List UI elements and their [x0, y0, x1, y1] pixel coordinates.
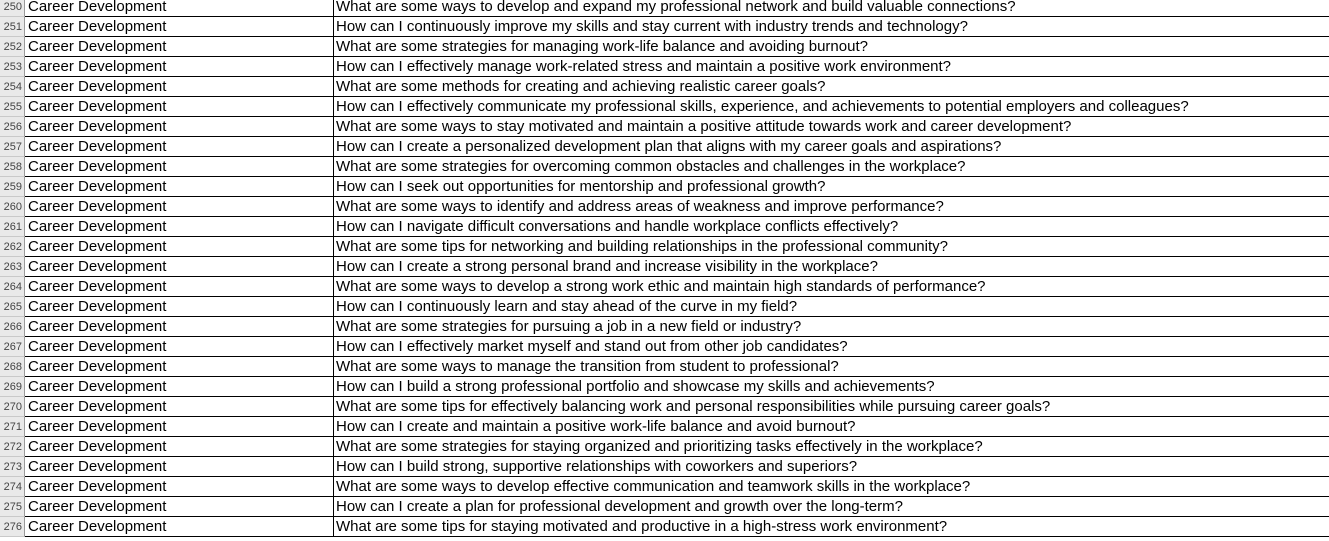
question-cell[interactable]: What are some tips for effectively balancing work and personal responsibilities while pursuing career goals?	[336, 398, 1051, 415]
question-cell[interactable]: How can I create and maintain a positive work-life balance and avoid burnout?	[336, 418, 856, 435]
table-row	[0, 337, 1329, 357]
question-cell[interactable]: What are some ways to develop and expand my professional network and build valuable connections?	[336, 0, 1016, 15]
row-header[interactable]: 250	[0, 0, 25, 17]
category-cell[interactable]: Career Development	[25, 337, 334, 356]
question-cell[interactable]: What are some strategies for pursuing a job in a new field or industry?	[336, 318, 802, 335]
question-cell[interactable]: What are some ways to identify and address areas of weakness and improve performance?	[336, 198, 944, 215]
table-row	[0, 157, 1329, 177]
row-header[interactable]: 257	[0, 137, 25, 157]
category-cell[interactable]: Career Development	[25, 177, 334, 196]
table-row	[0, 117, 1329, 137]
question-cell[interactable]: What are some strategies for overcoming common obstacles and challenges in the workplace?	[336, 158, 966, 175]
row-header[interactable]: 265	[0, 297, 25, 317]
row-header[interactable]: 252	[0, 37, 25, 57]
category-cell[interactable]: Career Development	[25, 137, 334, 156]
table-row	[0, 517, 1329, 537]
category-cell[interactable]: Career Development	[25, 157, 334, 176]
row-header[interactable]: 274	[0, 477, 25, 497]
category-cell[interactable]: Career Development	[25, 277, 334, 296]
row-header[interactable]: 275	[0, 497, 25, 517]
question-cell[interactable]: How can I effectively communicate my professional skills, experience, and achievements to potential employers and colleagues?	[336, 98, 1189, 115]
question-cell[interactable]: What are some ways to develop a strong work ethic and maintain high standards of performance?	[336, 278, 986, 295]
row-header[interactable]: 253	[0, 57, 25, 77]
row-header[interactable]: 264	[0, 277, 25, 297]
category-cell[interactable]: Career Development	[25, 17, 334, 36]
category-cell[interactable]: Career Development	[25, 97, 334, 116]
category-cell[interactable]: Career Development	[25, 417, 334, 436]
question-cell[interactable]: How can I navigate difficult conversations and handle workplace conflicts effectively?	[336, 218, 899, 235]
table-row	[0, 357, 1329, 377]
row-header[interactable]: 267	[0, 337, 25, 357]
row-header[interactable]: 261	[0, 217, 25, 237]
category-cell[interactable]: Career Development	[25, 397, 334, 416]
table-row	[0, 317, 1329, 337]
category-cell[interactable]: Career Development	[25, 77, 334, 96]
row-header[interactable]: 271	[0, 417, 25, 437]
category-cell[interactable]: Career Development	[25, 257, 334, 276]
category-cell[interactable]: Career Development	[25, 377, 334, 396]
question-cell[interactable]: What are some ways to manage the transition from student to professional?	[336, 358, 839, 375]
question-cell[interactable]: What are some ways to develop effective communication and teamwork skills in the workplace?	[336, 478, 971, 495]
row-header[interactable]: 254	[0, 77, 25, 97]
table-row	[0, 497, 1329, 517]
row-header[interactable]: 272	[0, 437, 25, 457]
row-header[interactable]: 266	[0, 317, 25, 337]
table-row	[0, 217, 1329, 237]
category-cell[interactable]: Career Development	[25, 0, 334, 16]
row-header[interactable]: 256	[0, 117, 25, 137]
table-row	[0, 17, 1329, 37]
table-row	[0, 417, 1329, 437]
category-cell[interactable]: Career Development	[25, 197, 334, 216]
question-cell[interactable]: How can I effectively manage work-related stress and maintain a positive work environment?	[336, 58, 952, 75]
question-cell[interactable]: How can I continuously learn and stay ahead of the curve in my field?	[336, 298, 798, 315]
category-cell[interactable]: Career Development	[25, 117, 334, 136]
category-cell[interactable]: Career Development	[25, 477, 334, 496]
row-header[interactable]: 268	[0, 357, 25, 377]
question-cell[interactable]: What are some tips for staying motivated and productive in a high-stress work environment?	[336, 518, 948, 535]
category-cell[interactable]: Career Development	[25, 237, 334, 256]
category-cell[interactable]: Career Development	[25, 57, 334, 76]
row-header[interactable]: 255	[0, 97, 25, 117]
row-header[interactable]: 259	[0, 177, 25, 197]
question-cell[interactable]: How can I build a strong professional portfolio and showcase my skills and achievements?	[336, 378, 935, 395]
table-row	[0, 77, 1329, 97]
category-cell[interactable]: Career Development	[25, 37, 334, 56]
question-cell[interactable]: What are some methods for creating and achieving realistic career goals?	[336, 78, 826, 95]
question-cell[interactable]: How can I create a strong personal brand and increase visibility in the workplace?	[336, 258, 878, 275]
table-row	[0, 397, 1329, 417]
row-header[interactable]: 273	[0, 457, 25, 477]
question-cell[interactable]: How can I continuously improve my skills and stay current with industry trends and technology?	[336, 18, 968, 35]
category-cell[interactable]: Career Development	[25, 357, 334, 376]
question-cell[interactable]: How can I create a plan for professional development and growth over the long-term?	[336, 498, 903, 515]
table-row	[0, 0, 1329, 17]
table-row	[0, 477, 1329, 497]
table-row	[0, 377, 1329, 397]
category-cell[interactable]: Career Development	[25, 217, 334, 236]
row-header[interactable]: 269	[0, 377, 25, 397]
question-cell[interactable]: How can I seek out opportunities for mentorship and professional growth?	[336, 178, 826, 195]
question-cell[interactable]: What are some strategies for staying organized and prioritizing tasks effectively in the workplace?	[336, 438, 983, 455]
table-row	[0, 297, 1329, 317]
row-header[interactable]: 251	[0, 17, 25, 37]
table-row	[0, 97, 1329, 117]
category-cell[interactable]: Career Development	[25, 297, 334, 316]
table-row	[0, 177, 1329, 197]
row-header[interactable]: 276	[0, 517, 25, 537]
category-cell[interactable]: Career Development	[25, 317, 334, 336]
table-row	[0, 57, 1329, 77]
category-cell[interactable]: Career Development	[25, 517, 334, 536]
question-cell[interactable]: What are some tips for networking and building relationships in the professional community?	[336, 238, 948, 255]
table-row	[0, 257, 1329, 277]
row-header[interactable]: 262	[0, 237, 25, 257]
category-cell[interactable]: Career Development	[25, 437, 334, 456]
table-row	[0, 237, 1329, 257]
question-cell[interactable]: How can I effectively market myself and stand out from other job candidates?	[336, 338, 848, 355]
table-row	[0, 437, 1329, 457]
table-row	[0, 137, 1329, 157]
row-header[interactable]: 260	[0, 197, 25, 217]
table-row	[0, 37, 1329, 57]
row-header[interactable]: 270	[0, 397, 25, 417]
row-header[interactable]: 263	[0, 257, 25, 277]
table-row	[0, 457, 1329, 477]
table-row	[0, 277, 1329, 297]
question-cell[interactable]: How can I create a personalized development plan that aligns with my career goals and aspirations?	[336, 138, 1002, 155]
question-cell[interactable]: What are some ways to stay motivated and maintain a positive attitude towards work and career development?	[336, 118, 1072, 135]
category-cell[interactable]: Career Development	[25, 497, 334, 516]
row-header[interactable]: 258	[0, 157, 25, 177]
category-cell[interactable]: Career Development	[25, 457, 334, 476]
question-cell[interactable]: What are some strategies for managing work-life balance and avoiding burnout?	[336, 38, 868, 55]
table-row	[0, 197, 1329, 217]
question-cell[interactable]: How can I build strong, supportive relationships with coworkers and superiors?	[336, 458, 858, 475]
